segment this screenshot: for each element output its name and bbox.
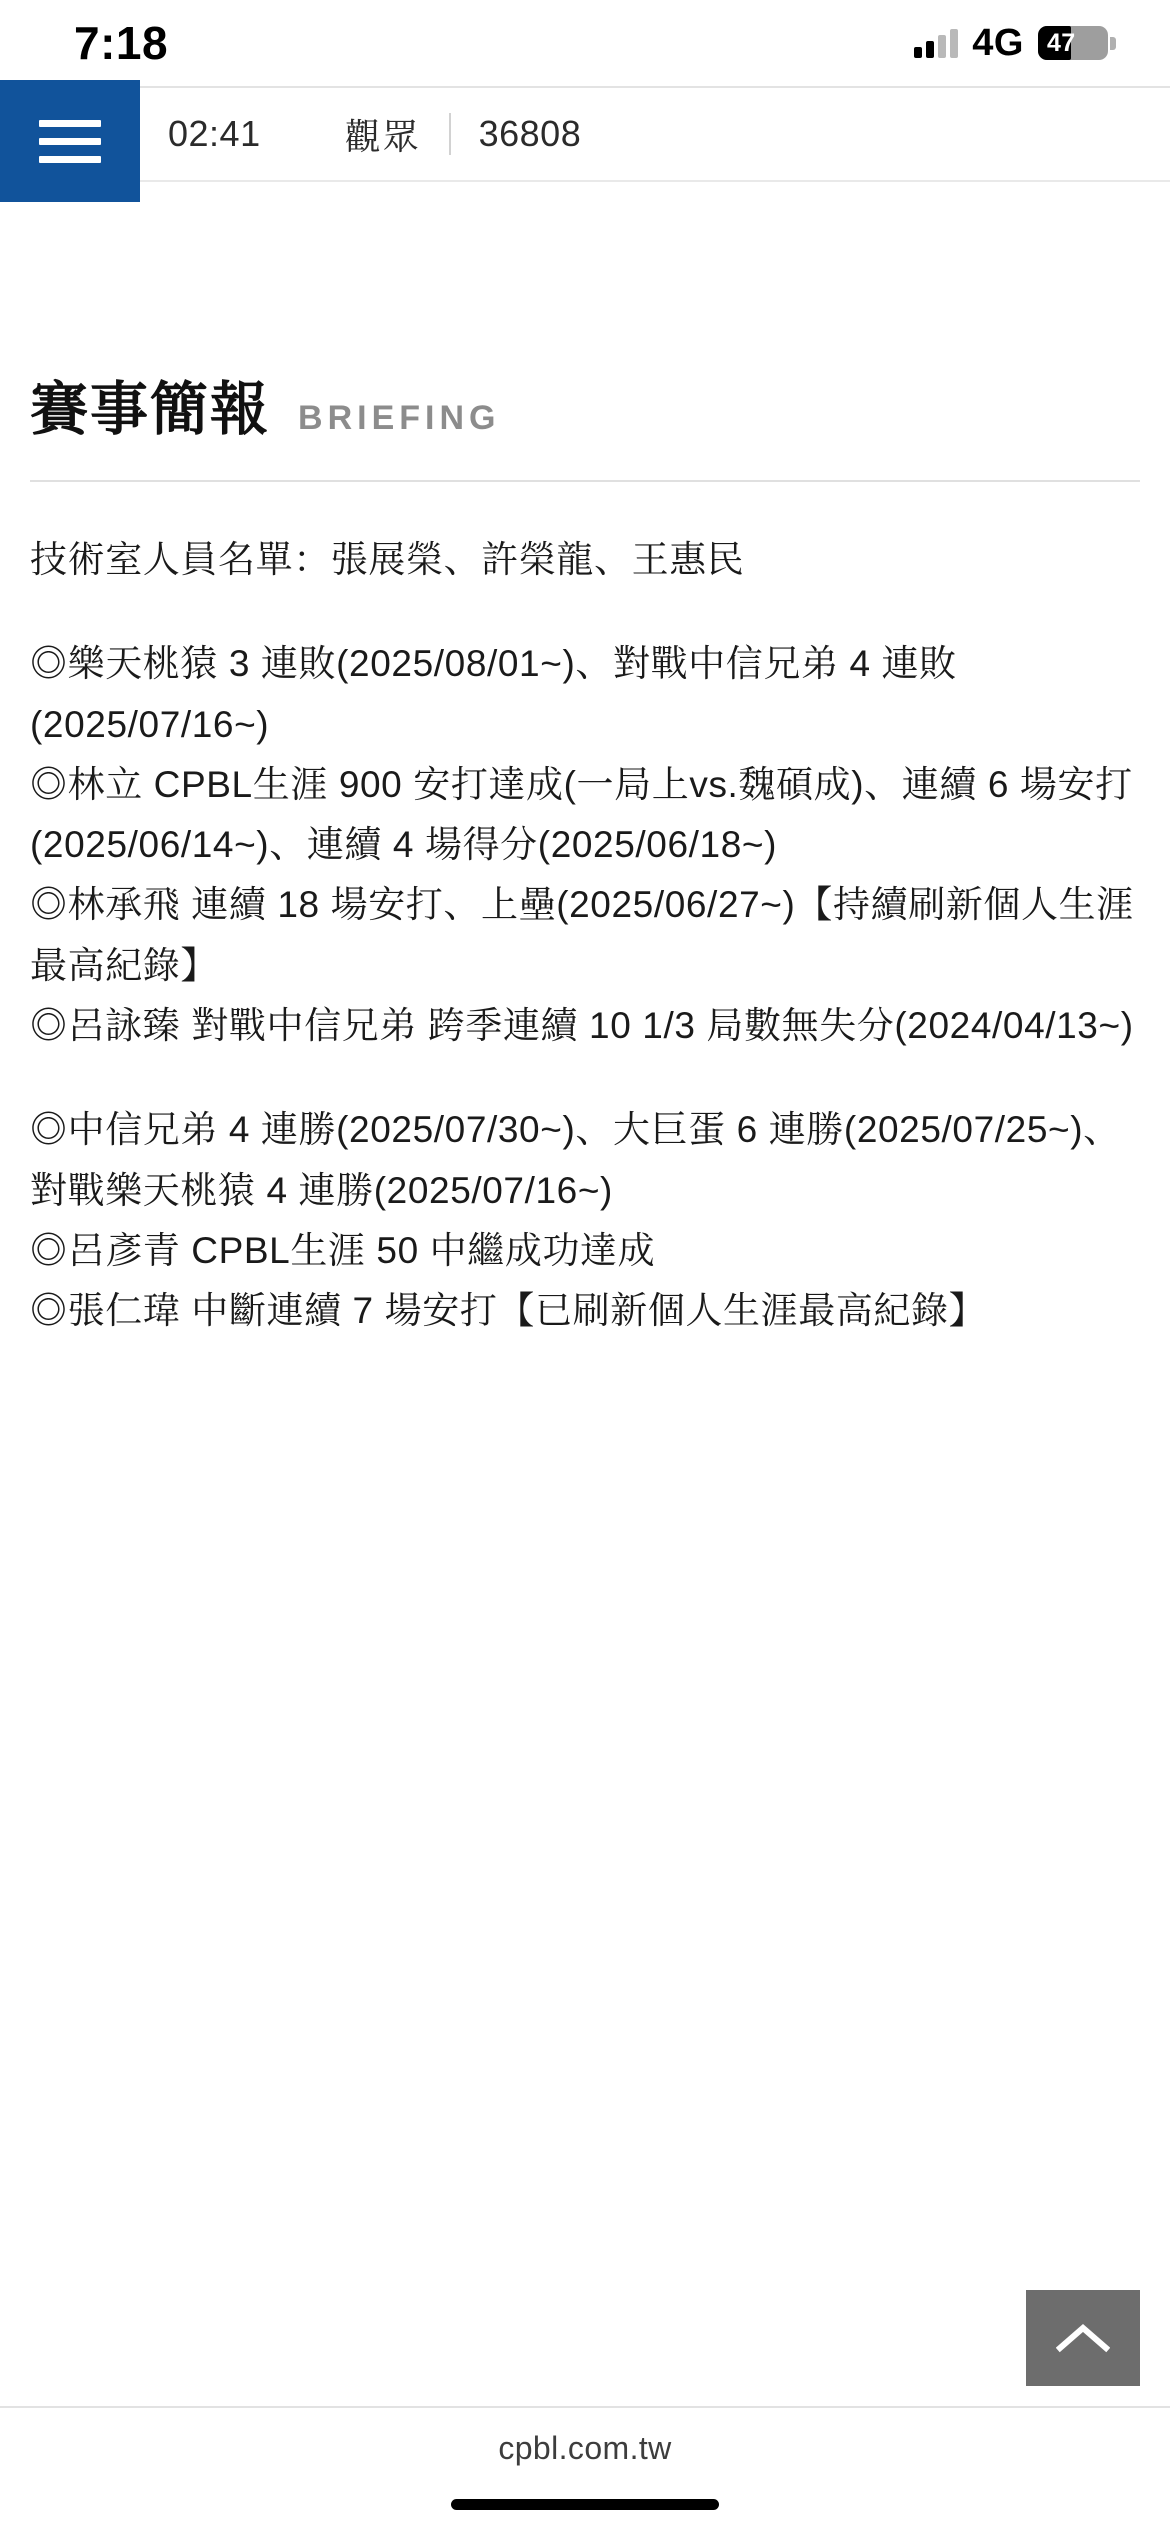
- briefing-staff-line: 技術室人員名單：張展榮、許榮龍、王惠民: [30, 539, 745, 580]
- battery-percent-label: 47: [1047, 28, 1076, 57]
- meta-divider: [449, 113, 451, 155]
- section-title-en: BRIEFING: [298, 399, 501, 437]
- signal-bars-icon: [914, 28, 958, 58]
- briefing-note: ◎中信兄弟 4 連勝(2025/07/30~)、大巨蛋 6 連勝(2025/07/25~)、對戰樂天桃猿 4 連勝(2025/07/16~): [30, 1109, 1121, 1211]
- section-heading: [30, 182, 1140, 480]
- briefing-note: ◎呂彥青 CPBL生涯 50 中繼成功達成: [30, 1229, 656, 1271]
- back-to-top-button[interactable]: [1026, 2290, 1140, 2386]
- briefing-note: ◎張仁瑋 中斷連續 7 場安打【已刷新個人生涯最高紀錄】: [30, 1290, 987, 1332]
- status-bar-time: 7:18: [74, 17, 169, 69]
- network-type-label: 4G: [972, 21, 1024, 64]
- page-topbar: [0, 86, 1170, 182]
- browser-bottom-bar: [0, 2406, 1170, 2532]
- hamburger-menu-icon[interactable]: [0, 80, 140, 202]
- attendance-value: 36808: [478, 113, 582, 154]
- battery-icon: [1038, 26, 1108, 60]
- briefing-note: ◎林承飛 連續 18 場安打、上壘(2025/06/27~)【持續刷新個人生涯最高紀錄】: [30, 884, 1134, 986]
- attendance-label: 觀眾: [344, 115, 421, 157]
- game-elapsed-time: 02:41: [168, 113, 261, 154]
- briefing-spacer: [30, 590, 1140, 634]
- site-domain-label[interactable]: cpbl.com.tw: [498, 2430, 672, 2466]
- section-divider: [30, 480, 1140, 482]
- briefing-section: [0, 182, 1170, 1342]
- briefing-note: ◎樂天桃猿 3 連敗(2025/08/01~)、對戰中信兄弟 4 連敗(2025/07/16~): [30, 643, 957, 745]
- chevron-up-icon: [1056, 2321, 1110, 2355]
- section-title-zh: 賽事簡報: [30, 377, 271, 442]
- status-bar-indicators: [914, 22, 1108, 65]
- battery-cap: [1110, 37, 1116, 50]
- game-meta: [168, 109, 581, 160]
- briefing-note: ◎呂詠臻 對戰中信兄弟 跨季連續 10 1/3 局數無失分(2024/04/13~): [30, 1005, 1134, 1047]
- briefing-body: [30, 530, 1140, 1342]
- home-indicator[interactable]: [451, 2499, 719, 2510]
- status-bar: [0, 0, 1170, 86]
- briefing-spacer: [30, 1056, 1140, 1100]
- briefing-note: ◎林立 CPBL生涯 900 安打達成(一局上vs.魏碩成)、連續 6 場安打(2025/06/14~)、連續 4 場得分(2025/06/18~): [30, 763, 1133, 866]
